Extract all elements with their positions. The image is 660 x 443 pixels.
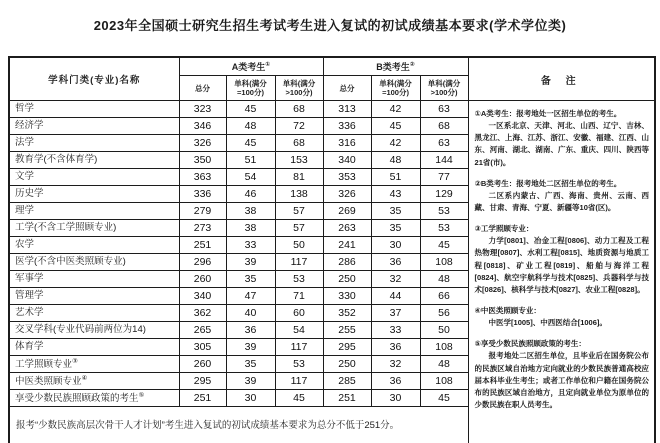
score-cell: 50 bbox=[275, 237, 323, 254]
group-a-footnote-mark: ① bbox=[265, 62, 271, 68]
score-cell: 81 bbox=[275, 169, 323, 186]
score-cell: 295 bbox=[179, 373, 226, 390]
remark-note-head: ⑤享受少数民族照顾政策的考生： bbox=[474, 339, 586, 349]
column-header-group-a bbox=[179, 57, 323, 76]
score-cell: 44 bbox=[371, 288, 420, 305]
score-cell: 47 bbox=[226, 288, 275, 305]
subject-name: 法学 bbox=[9, 135, 179, 152]
remark-note-head: ④中医类照顾专业： bbox=[474, 305, 541, 315]
score-cell: 279 bbox=[179, 203, 226, 220]
score-cell: 340 bbox=[323, 152, 371, 169]
score-cell: 117 bbox=[275, 339, 323, 356]
score-cell: 30 bbox=[226, 390, 275, 407]
subject-name: 中医类照顾专业④ bbox=[9, 373, 179, 390]
score-cell: 273 bbox=[179, 220, 226, 237]
score-cell: 32 bbox=[371, 356, 420, 373]
remark-note-body: 一区系北京、天津、河北、山西、辽宁、吉林、黑龙江、上海、江苏、浙江、安徽、福建、江西、山东、河南、湖北、湖南、广东、重庆、四川、陕西等21省(市)。 bbox=[474, 121, 650, 167]
score-cell: 36 bbox=[371, 254, 420, 271]
score-cell: 117 bbox=[275, 254, 323, 271]
score-cell: 36 bbox=[226, 322, 275, 339]
subject-name: 体育学 bbox=[9, 339, 179, 356]
score-cell: 68 bbox=[275, 101, 323, 118]
remark-note bbox=[475, 223, 650, 296]
subject-name: 工学(不含工学照顾专业) bbox=[9, 220, 179, 237]
column-header-subject: 学科门类(专业)名称 bbox=[9, 57, 179, 101]
score-cell: 330 bbox=[323, 288, 371, 305]
score-cell: 250 bbox=[323, 356, 371, 373]
score-cell: 38 bbox=[226, 203, 275, 220]
score-cell: 53 bbox=[275, 271, 323, 288]
score-cell: 138 bbox=[275, 186, 323, 203]
table-row bbox=[9, 101, 655, 118]
score-cell: 108 bbox=[420, 339, 468, 356]
score-cell: 153 bbox=[275, 152, 323, 169]
subject-name: 交叉学科(专业代码前两位为14) bbox=[9, 322, 179, 339]
score-cell: 340 bbox=[179, 288, 226, 305]
score-cell: 48 bbox=[420, 271, 468, 288]
score-cell: 51 bbox=[371, 169, 420, 186]
remark-note-body: 报考地处二区招生单位，且毕业后在国务院公布的民族区域自治地方定向就业的少数民族普通高校应届本科毕业生考生；或者工作单位和户籍在国务院公布的民族区域自治地方，且定向就业单位为原单位的少数民族在职人员考生。 bbox=[474, 351, 650, 409]
score-cell: 316 bbox=[323, 135, 371, 152]
score-cell: 255 bbox=[323, 322, 371, 339]
score-cell: 57 bbox=[275, 203, 323, 220]
score-table bbox=[8, 56, 656, 443]
score-cell: 326 bbox=[323, 186, 371, 203]
score-cell: 33 bbox=[371, 322, 420, 339]
group-b-footnote-mark: ② bbox=[409, 62, 415, 68]
row-footnote-mark: ⑤ bbox=[138, 391, 145, 399]
score-cell: 129 bbox=[420, 186, 468, 203]
score-cell: 48 bbox=[371, 152, 420, 169]
score-cell: 60 bbox=[275, 305, 323, 322]
score-cell: 263 bbox=[323, 220, 371, 237]
score-cell: 108 bbox=[420, 254, 468, 271]
score-cell: 36 bbox=[371, 339, 420, 356]
score-cell: 313 bbox=[323, 101, 371, 118]
score-cell: 43 bbox=[371, 186, 420, 203]
score-cell: 33 bbox=[226, 237, 275, 254]
score-cell: 54 bbox=[275, 322, 323, 339]
score-cell: 66 bbox=[420, 288, 468, 305]
score-cell: 38 bbox=[226, 220, 275, 237]
score-cell: 250 bbox=[323, 271, 371, 288]
score-cell: 352 bbox=[323, 305, 371, 322]
score-cell: 353 bbox=[323, 169, 371, 186]
score-cell: 48 bbox=[226, 118, 275, 135]
subheader-b-single-over-100: 单科(满分>100分) bbox=[420, 76, 468, 101]
score-cell: 40 bbox=[226, 305, 275, 322]
score-cell: 30 bbox=[371, 390, 420, 407]
subject-name: 教育学(不含体育学) bbox=[9, 152, 179, 169]
subject-name: 工学照顾专业③ bbox=[9, 356, 179, 373]
score-cell: 39 bbox=[226, 373, 275, 390]
score-cell: 71 bbox=[275, 288, 323, 305]
score-cell: 45 bbox=[371, 118, 420, 135]
score-cell: 265 bbox=[179, 322, 226, 339]
score-cell: 57 bbox=[275, 220, 323, 237]
score-cell: 260 bbox=[179, 271, 226, 288]
remark-note-body: 力学[0801]、冶金工程[0806]、动力工程及工程热物理[0807]、水利工程[0815]、地质资源与地质工程[0818]、矿业工程[0819]、船舶与海洋工程[0824]、航空宇航科学与技术[0825]、兵器科学与技术[0826]、核科学与技术[0827]、农业工程[0828]。 bbox=[474, 236, 650, 294]
remark-note-head: ②B类考生：报考地处二区招生单位的考生。 bbox=[474, 178, 622, 188]
group-a-label: A类考生 bbox=[231, 62, 266, 72]
score-cell: 286 bbox=[323, 254, 371, 271]
subject-name: 农学 bbox=[9, 237, 179, 254]
score-cell: 50 bbox=[420, 322, 468, 339]
score-cell: 68 bbox=[420, 118, 468, 135]
score-cell: 72 bbox=[275, 118, 323, 135]
score-cell: 336 bbox=[323, 118, 371, 135]
subheader-a-total: 总分 bbox=[179, 76, 226, 101]
remark-note bbox=[475, 178, 650, 214]
score-cell: 68 bbox=[275, 135, 323, 152]
score-cell: 42 bbox=[371, 101, 420, 118]
score-cell: 54 bbox=[226, 169, 275, 186]
score-cell: 362 bbox=[179, 305, 226, 322]
score-cell: 35 bbox=[226, 271, 275, 288]
score-cell: 63 bbox=[420, 101, 468, 118]
score-cell: 39 bbox=[226, 254, 275, 271]
score-cell: 45 bbox=[420, 237, 468, 254]
row-footnote-mark: ③ bbox=[72, 357, 78, 365]
score-cell: 46 bbox=[226, 186, 275, 203]
score-cell: 108 bbox=[420, 373, 468, 390]
score-cell: 350 bbox=[179, 152, 226, 169]
subject-name: 军事学 bbox=[9, 271, 179, 288]
score-cell: 269 bbox=[323, 203, 371, 220]
score-cell: 30 bbox=[371, 237, 420, 254]
subject-name: 艺术学 bbox=[9, 305, 179, 322]
score-cell: 295 bbox=[323, 339, 371, 356]
subject-name: 历史学 bbox=[9, 186, 179, 203]
score-cell: 37 bbox=[371, 305, 420, 322]
score-cell: 51 bbox=[226, 152, 275, 169]
score-cell: 285 bbox=[323, 373, 371, 390]
subheader-b-single-100: 单科(满分=100分) bbox=[371, 76, 420, 101]
score-cell: 36 bbox=[371, 373, 420, 390]
subject-name: 经济学 bbox=[9, 118, 179, 135]
column-header-group-b bbox=[323, 57, 468, 76]
remark-note bbox=[475, 108, 650, 169]
score-cell: 336 bbox=[179, 186, 226, 203]
score-cell: 251 bbox=[179, 237, 226, 254]
score-cell: 326 bbox=[179, 135, 226, 152]
remark-note-head: ③工学照顾专业： bbox=[474, 224, 534, 234]
score-table-body bbox=[9, 101, 655, 443]
group-b-label: B类考生 bbox=[376, 62, 410, 72]
subject-name: 管理学 bbox=[9, 288, 179, 305]
score-cell: 35 bbox=[226, 356, 275, 373]
score-cell: 63 bbox=[420, 135, 468, 152]
score-cell: 363 bbox=[179, 169, 226, 186]
score-cell: 346 bbox=[179, 118, 226, 135]
score-cell: 241 bbox=[323, 237, 371, 254]
score-cell: 251 bbox=[323, 390, 371, 407]
score-cell: 53 bbox=[420, 203, 468, 220]
score-cell: 45 bbox=[226, 101, 275, 118]
score-cell: 53 bbox=[275, 356, 323, 373]
score-cell: 32 bbox=[371, 271, 420, 288]
score-cell: 42 bbox=[371, 135, 420, 152]
score-cell: 45 bbox=[226, 135, 275, 152]
subject-name: 医学(不含中医类照顾专业) bbox=[9, 254, 179, 271]
row-footnote-mark: ④ bbox=[81, 374, 88, 382]
score-cell: 117 bbox=[275, 373, 323, 390]
subheader-a-single-100: 单科(满分=100分) bbox=[226, 76, 275, 101]
footer-note: 报考“少数民族高层次骨干人才计划”考生进入复试的初试成绩基本要求为总分不低于251分。 bbox=[9, 407, 468, 443]
score-cell: 323 bbox=[179, 101, 226, 118]
score-cell: 35 bbox=[371, 220, 420, 237]
score-cell: 56 bbox=[420, 305, 468, 322]
subheader-a-single-over-100: 单科(满分>100分) bbox=[275, 76, 323, 101]
score-cell: 45 bbox=[420, 390, 468, 407]
score-cell: 53 bbox=[420, 220, 468, 237]
page-title: 2023年全国硕士研究生招生考试考生进入复试的初试成绩基本要求(学术学位类) bbox=[93, 18, 567, 33]
score-cell: 39 bbox=[226, 339, 275, 356]
subheader-b-total: 总分 bbox=[323, 76, 371, 101]
remark-note bbox=[475, 338, 650, 411]
score-cell: 260 bbox=[179, 356, 226, 373]
score-cell: 48 bbox=[420, 356, 468, 373]
subject-name: 理学 bbox=[9, 203, 179, 220]
score-cell: 45 bbox=[275, 390, 323, 407]
subject-name: 文学 bbox=[9, 169, 179, 186]
score-cell: 251 bbox=[179, 390, 226, 407]
score-cell: 35 bbox=[371, 203, 420, 220]
score-cell: 144 bbox=[420, 152, 468, 169]
score-cell: 305 bbox=[179, 339, 226, 356]
subject-name: 哲学 bbox=[9, 101, 179, 118]
remark-note-head: ①A类考生：报考地处一区招生单位的考生。 bbox=[474, 109, 622, 118]
score-cell: 296 bbox=[179, 254, 226, 271]
header-row-groups bbox=[9, 57, 655, 76]
remarks-cell bbox=[468, 101, 655, 443]
remark-note-body: 中医学[1005]、中西医结合[1006]。 bbox=[488, 318, 607, 328]
remark-note bbox=[475, 305, 650, 329]
column-header-remarks: 备 注 bbox=[468, 57, 655, 101]
score-cell: 77 bbox=[420, 169, 468, 186]
subject-name: 享受少数民族照顾政策的考生⑤ bbox=[9, 390, 179, 407]
remark-note-body: 二区系内蒙古、广西、海南、贵州、云南、西藏、甘肃、青海、宁夏、新疆等10省(区)。 bbox=[474, 190, 650, 212]
